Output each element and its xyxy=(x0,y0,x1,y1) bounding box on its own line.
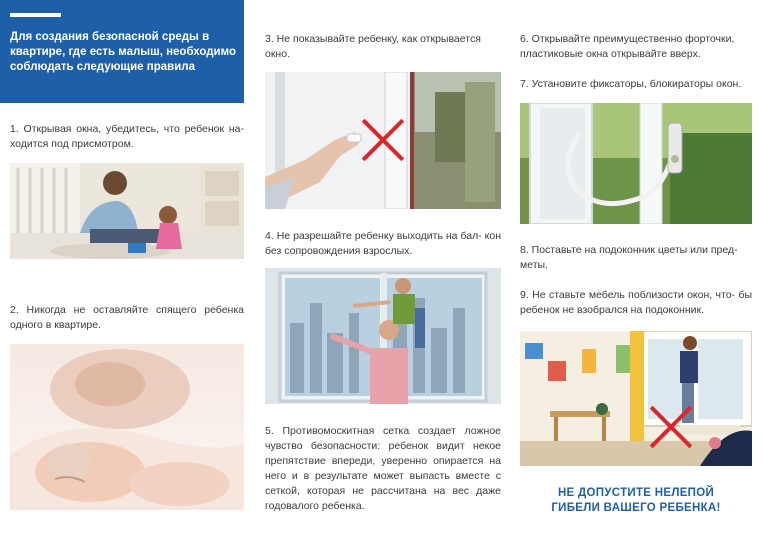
rule-3-text: 3. Не показывайте ребенку, как открывается окно. xyxy=(265,33,481,60)
rule-6-text: 6. Открывайте преимущественно форточки, пластиковые окна открывайте вверх. xyxy=(520,33,735,60)
photo-balcony-window xyxy=(265,268,501,404)
rule-4-text: 4. Не разрешайте ребенку выходить на бал- кон без сопровождения взрослых. xyxy=(265,230,501,257)
photo-child-on-windowsill xyxy=(520,331,752,466)
slogan-line-1: НЕ ДОПУСТИТЕ НЕЛЕПОЙ xyxy=(557,487,715,499)
photo-sleeping-baby xyxy=(10,344,244,510)
photo-hand-on-window xyxy=(265,72,501,209)
rule-9-text: 9. Не ставьте мебель поблизости окон, что- бы ребенок не взобрался на подоконник. xyxy=(520,289,752,316)
warning-slogan xyxy=(520,486,752,516)
header-accent-bar xyxy=(10,13,61,17)
rule-5-text: 5. Противомоскитная сетка создает ложное чувство безопасности: ребенок видит некое препятствие впереди, уверенно опирается на него и в результате может выпасть вместе с сеткой, которая не рассчитана на вес даже годовалого ребенка. xyxy=(265,425,501,512)
rule-2-text: 2. Никогда не оставляйте спящего ребенка одного в квартире. xyxy=(10,304,244,331)
slogan-line-2: ГИБЕЛИ ВАШЕГО РЕБЕНКА! xyxy=(551,502,721,514)
rule-7-text: 7. Установите фиксаторы, блокираторы окон. xyxy=(520,78,742,90)
prohibit-cross-icon xyxy=(361,118,405,162)
prohibit-cross-icon xyxy=(649,405,693,449)
header-banner xyxy=(0,0,244,103)
photo-mother-child xyxy=(10,163,244,259)
header-title: Для создания безопасной среды в квартире, где есть малыш, необходимо соблюдать следующие правила xyxy=(10,31,237,73)
rule-1-text: 1. Открывая окна, убедитесь, что ребенок на- ходится под присмотром. xyxy=(10,123,244,150)
rule-8-text: 8. Поставьте на подоконник цветы или пред- меты. xyxy=(520,244,738,271)
photo-window-lock xyxy=(520,103,752,224)
